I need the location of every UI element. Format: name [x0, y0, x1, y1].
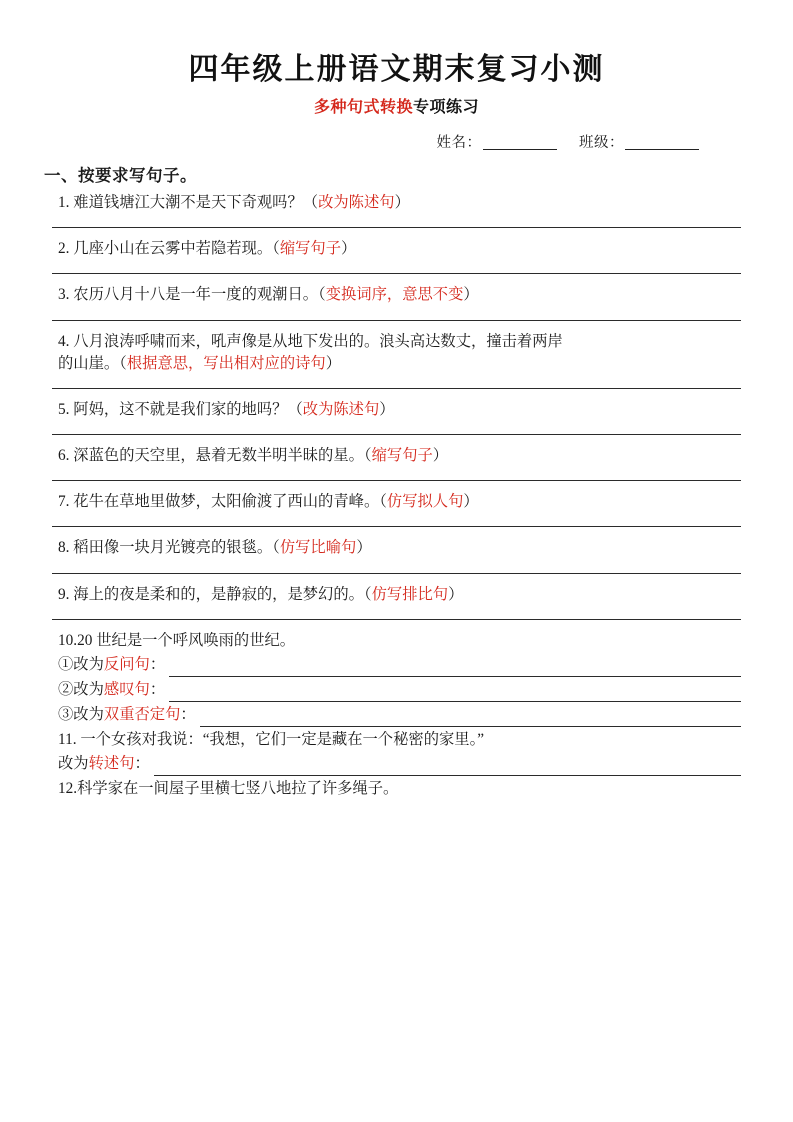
subtitle-rest: 专项练习	[413, 99, 480, 116]
question-4	[52, 331, 741, 375]
question-6	[52, 445, 741, 467]
question-10-item-2-colon: ：	[149, 680, 166, 698]
question-5-tail: ）	[379, 400, 395, 418]
question-6-text: 6. 深蓝色的天空里，悬着无数半明半昧的星。（	[58, 447, 372, 465]
question-7	[52, 491, 741, 513]
answer-line-5[interactable]	[52, 434, 741, 435]
subtitle-highlight: 多种句式转换	[313, 99, 413, 116]
question-4-instruction: 根据意思，写出相对应的诗句	[126, 354, 326, 372]
section-heading: 一、按要求写句子。	[44, 166, 197, 185]
question-1-tail: ）	[394, 194, 410, 211]
question-2-tail: ）	[341, 240, 357, 258]
question-5	[52, 399, 741, 421]
question-8-instruction: 仿写比喻句	[279, 539, 357, 557]
answer-line-8[interactable]	[52, 573, 741, 574]
question-10-item-3-type: 双重否定句	[103, 705, 181, 723]
name-label: 姓名：	[436, 135, 482, 151]
question-10-item-1-label	[58, 654, 165, 677]
question-5-instruction: 改为陈述句	[302, 400, 380, 418]
page-title: 四年级上册语文期末复习小测	[188, 52, 605, 87]
question-9-tail: ）	[448, 585, 464, 603]
question-10-item-1-type: 反问句	[103, 655, 150, 673]
question-10-item-1-prefix: ①改为	[58, 655, 104, 673]
answer-line-2[interactable]	[52, 273, 741, 274]
question-7-text: 7. 花牛在草地里做梦，太阳偷渡了西山的青峰。（	[58, 493, 387, 511]
question-3-tail: ）	[463, 286, 479, 304]
answer-line-3[interactable]	[52, 320, 741, 321]
question-10: 10.20 世纪是一个呼风唤雨的世纪。	[58, 631, 296, 649]
question-11-type: 转述句	[88, 754, 135, 772]
question-10-item-1-blank[interactable]	[169, 663, 741, 677]
question-10-item-2-prefix: ②改为	[58, 680, 104, 698]
class-label: 班级：	[579, 135, 624, 151]
question-3-text: 3. 农历八月十八是一年一度的观潮日。（	[58, 286, 326, 304]
answer-line-7[interactable]	[52, 526, 741, 527]
question-6-tail: ）	[432, 447, 449, 465]
question-4-line1: 4. 八月浪涛呼啸而来，吼声像是从地下发出的。浪头高达数丈，撞击着两岸	[58, 332, 563, 350]
question-11-answer	[52, 753, 741, 776]
question-11-blank[interactable]	[154, 762, 741, 776]
question-3	[52, 284, 741, 306]
question-10-item-1	[52, 654, 741, 677]
question-7-tail: ）	[463, 493, 479, 511]
question-12: 12.科学家在一间屋子里横七竖八地拉了许多绳子。	[58, 779, 399, 797]
question-10-item-3-colon: ：	[180, 705, 196, 723]
page-subtitle	[52, 94, 741, 117]
question-4-tail: ）	[325, 354, 342, 372]
question-2-text: 2. 几座小山在云雾中若隐若现。（	[58, 240, 280, 258]
answer-line-4[interactable]	[52, 388, 741, 389]
question-8-text: 8. 稻田像一块月光镀亮的银毯。（	[58, 539, 280, 557]
question-2-instruction: 缩写句子	[279, 240, 342, 258]
question-11-colon: ：	[134, 754, 150, 772]
question-10-item-2	[52, 679, 741, 702]
question-9	[52, 584, 741, 606]
question-6-instruction: 缩写句子	[371, 447, 433, 465]
question-11: 11. 一个女孩对我说：“我想，它们一定是藏在一个秘密的家里。”	[58, 730, 485, 748]
answer-line-6[interactable]	[52, 480, 741, 481]
question-10-item-3	[52, 704, 741, 727]
question-10-item-2-label	[58, 679, 165, 702]
question-10-item-1-colon: ：	[149, 655, 166, 673]
question-5-text: 5. 阿妈，这不就是我们家的地吗？（	[58, 400, 303, 418]
question-10-item-2-blank[interactable]	[169, 688, 741, 702]
answer-line-1[interactable]	[52, 227, 741, 228]
question-9-instruction: 仿写排比句	[371, 585, 449, 603]
question-10-item-3-blank[interactable]	[200, 713, 741, 727]
question-3-instruction: 变换词序，意思不变	[325, 286, 464, 304]
name-blank[interactable]	[483, 149, 557, 150]
student-info-line	[52, 131, 741, 152]
question-10-item-3-prefix: ③改为	[58, 705, 104, 723]
question-11-label	[58, 753, 150, 776]
question-1	[52, 192, 741, 214]
question-11-prefix: 改为	[58, 754, 89, 772]
question-7-instruction: 仿写拟人句	[386, 493, 464, 511]
question-8	[52, 537, 741, 559]
question-9-text: 9. 海上的夜是柔和的，是静寂的，是梦幻的。（	[58, 585, 372, 603]
class-blank[interactable]	[625, 149, 699, 150]
question-1-text: 1. 难道钱塘江大潮不是天下奇观吗？（	[58, 194, 319, 211]
question-8-tail: ）	[356, 539, 372, 557]
question-1-instruction: 改为陈述句	[318, 194, 395, 211]
question-4-line2-text: 的山崖。（	[58, 354, 127, 372]
question-10-item-3-label	[58, 704, 196, 727]
question-4-line2	[58, 353, 741, 375]
question-10-item-2-type: 感叹句	[103, 680, 150, 698]
question-2	[52, 238, 741, 260]
answer-line-9[interactable]	[52, 619, 741, 620]
